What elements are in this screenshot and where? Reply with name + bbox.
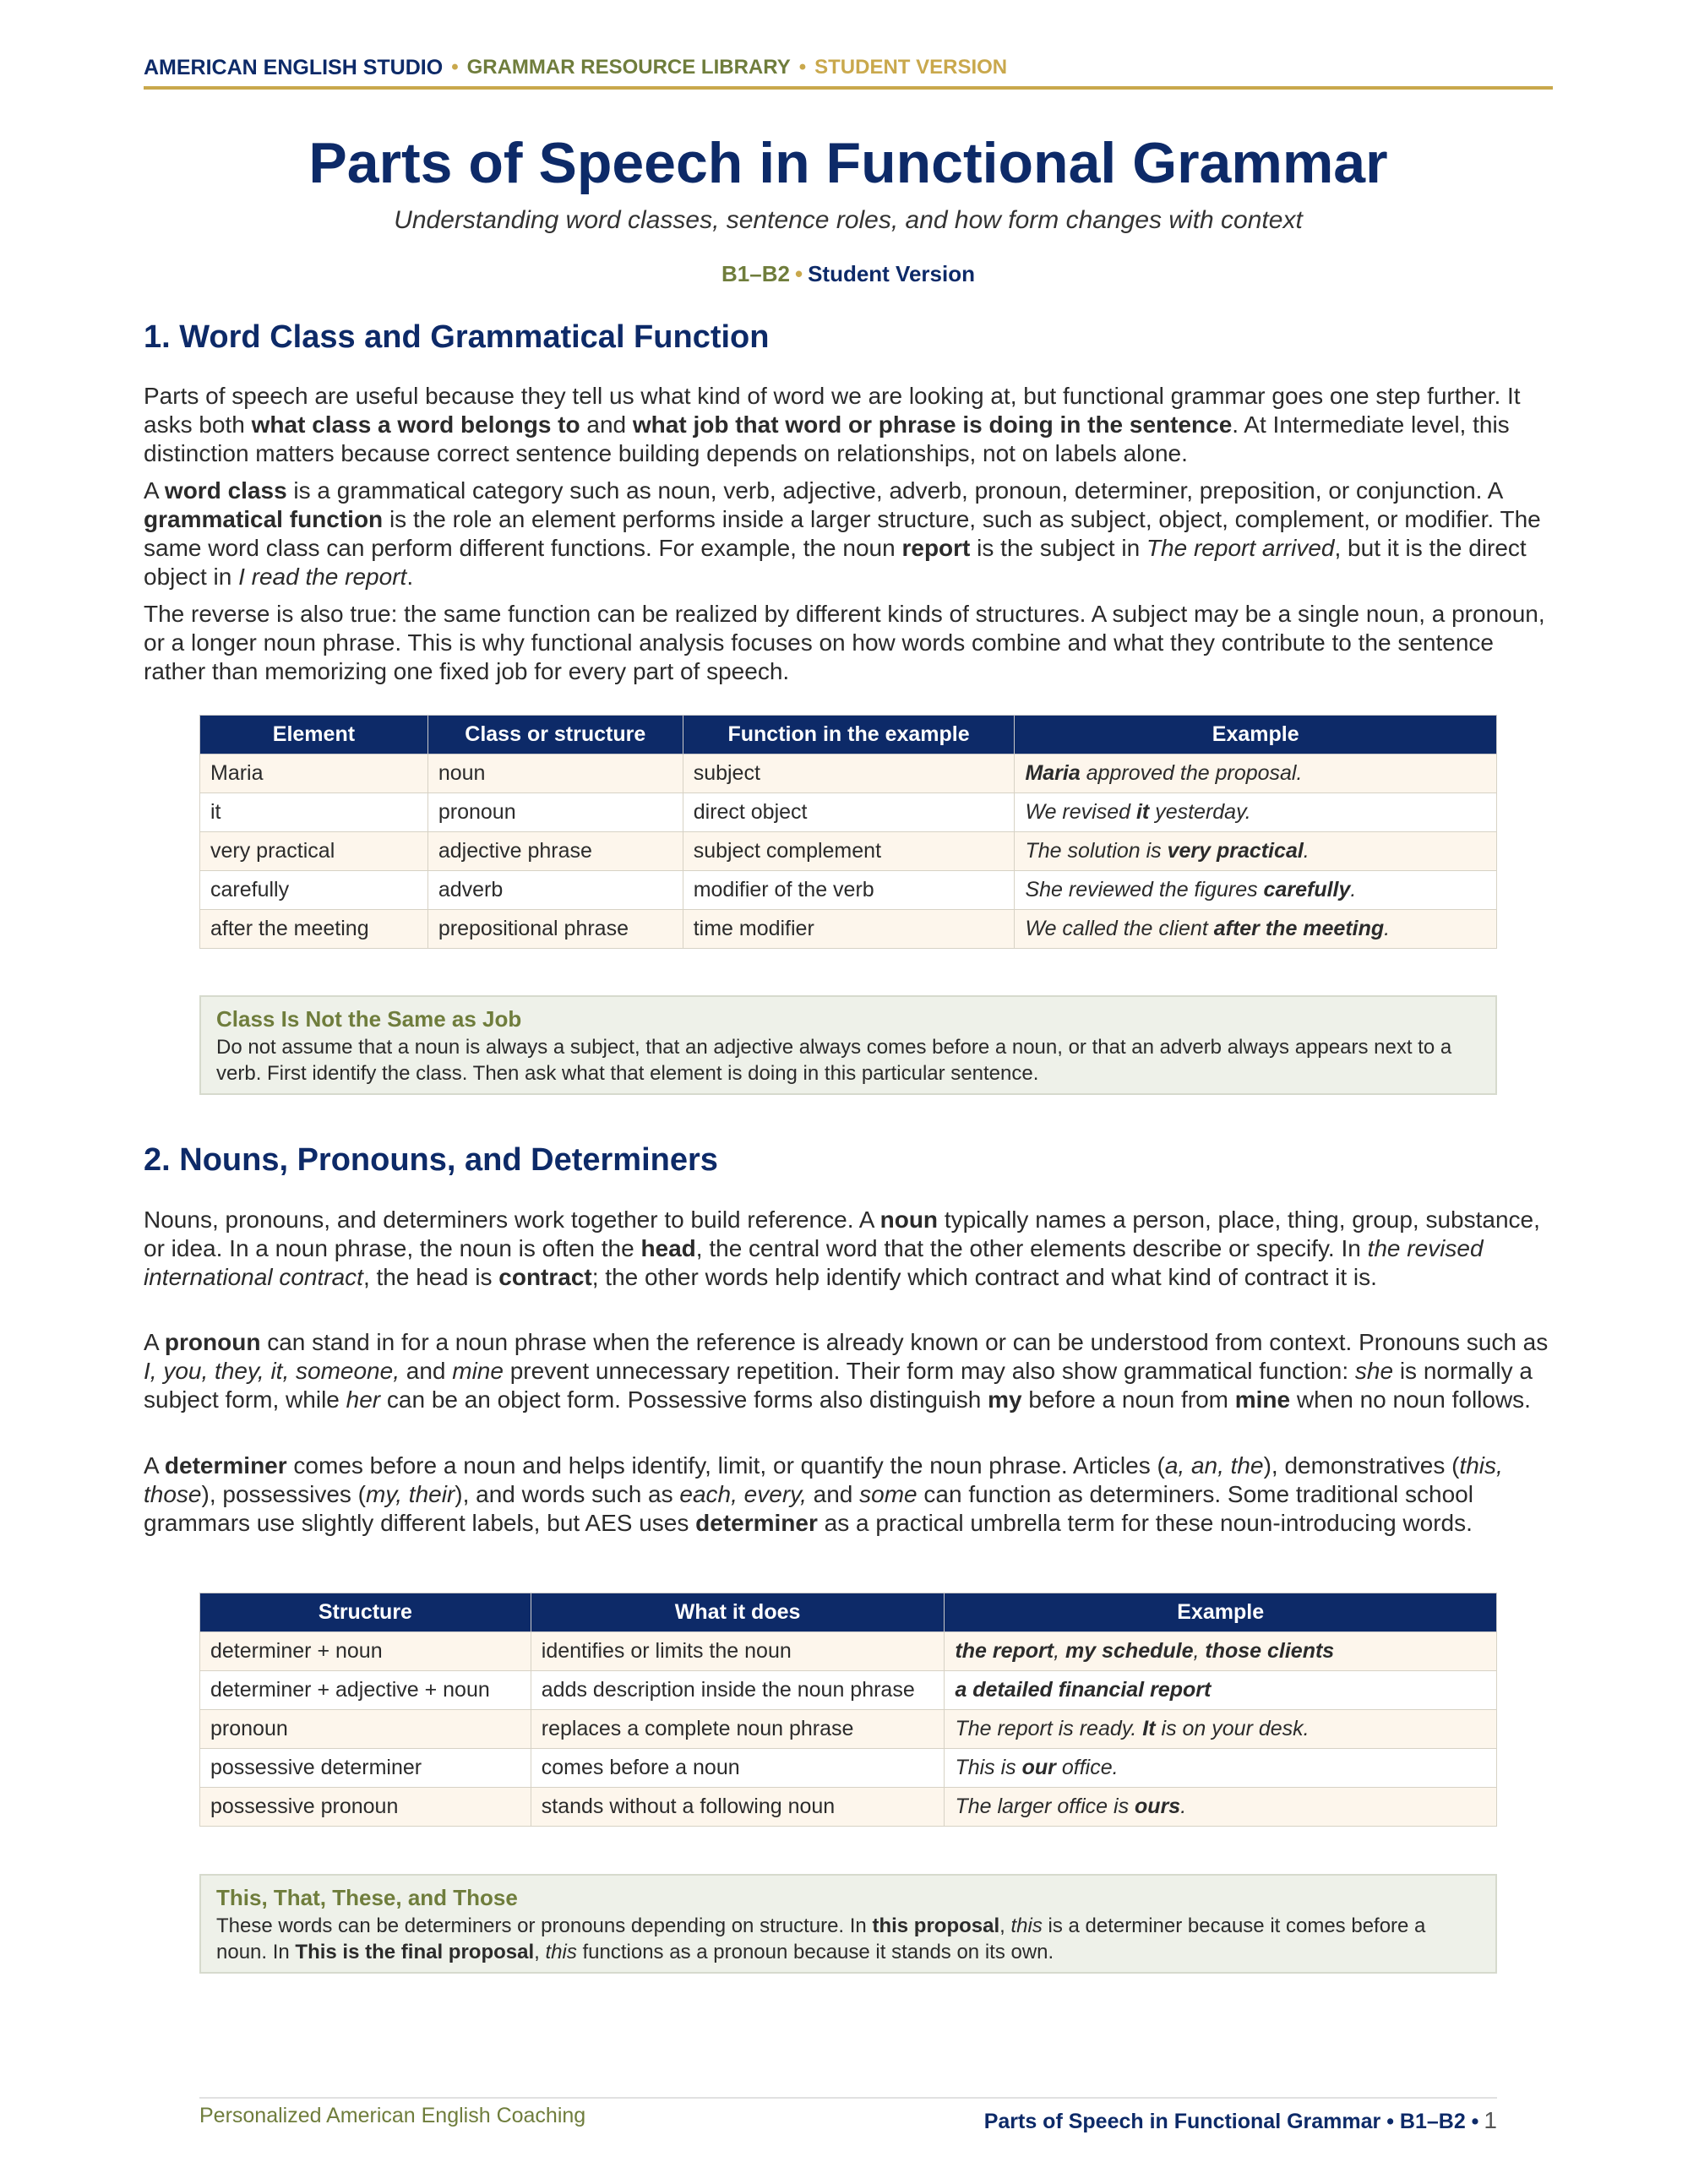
footer-divider — [199, 2097, 1497, 2099]
level-separator: • — [794, 261, 803, 286]
table-row — [200, 1788, 1497, 1827]
header-library: GRAMMAR RESOURCE LIBRARY — [466, 56, 791, 79]
column-header: What it does — [531, 1593, 945, 1632]
column-header: Function in the example — [683, 716, 1015, 754]
table-row — [200, 1632, 1497, 1671]
table-cell: noun — [427, 754, 683, 793]
table-cell: adverb — [427, 871, 683, 910]
table-cell: Maria — [200, 754, 428, 793]
paragraph: A word class is a grammatical category such as noun, verb, adjective, adverb, pronoun, determiner, preposition, or conjunction. A grammatical function is the role an element performs inside a larger structure, such as subject, object, complement, or modifier. The same word class can perform different functions. For example, the noun report is the subject in The report arrived, but it is the direct object in I read the report. — [144, 477, 1541, 590]
table-cell-example: a detailed financial report — [945, 1671, 1497, 1710]
table-cell: determiner + noun — [200, 1632, 531, 1671]
level-version: Student Version — [808, 261, 975, 286]
table-cell: identifies or limits the noun — [531, 1632, 945, 1671]
footer-left: Personalized American English Coaching — [199, 2104, 586, 2127]
header-separator: • — [451, 56, 459, 79]
table-row — [200, 1749, 1497, 1788]
table-cell: very practical — [200, 832, 428, 871]
paragraph: Parts of speech are useful because they tell us what kind of word we are looking at, but functional grammar goes one step further. It asks both what class a word belongs to and what job that word or phrase is doing in the sentence. At Intermediate level, this distinction matters because correct sentence building depends on relationships, not on labels alone. — [144, 383, 1521, 466]
document-subtitle: Understanding word classes, sentence roles, and how form changes with context — [394, 206, 1303, 234]
table-row — [200, 1710, 1497, 1749]
table-cell: adjective phrase — [427, 832, 683, 871]
note-callout — [199, 995, 1497, 1095]
table-row — [200, 910, 1497, 949]
table-cell-example: The larger office is ours. — [945, 1788, 1497, 1827]
table-row — [200, 754, 1497, 793]
callout-title: This, That, These, and Those — [216, 1885, 518, 1910]
table-cell: comes before a noun — [531, 1749, 945, 1788]
document-title: Parts of Speech in Functional Grammar — [308, 131, 1388, 195]
page-number: 1 — [1484, 2107, 1497, 2133]
running-header — [144, 56, 1553, 90]
table-cell: subject — [683, 754, 1015, 793]
word-class-table — [199, 715, 1497, 949]
section-heading: 2. Nouns, Pronouns, and Determiners — [144, 1142, 718, 1178]
table-cell: adds description inside the noun phrase — [531, 1671, 945, 1710]
table-cell: time modifier — [683, 910, 1015, 949]
table-cell: after the meeting — [200, 910, 428, 949]
noun-phrase-table — [199, 1593, 1497, 1827]
column-header: Element — [200, 716, 428, 754]
paragraph: A pronoun can stand in for a noun phrase when the reference is already known or can be understood from context. Pronouns such as I, you, they, it, someone, and mine prevent unnecessary repetition. Their form may also show grammatical function: she is normally a subject form, while her can be an object form. Possessive forms also distinguish my before a noun from mine when no noun follows. — [144, 1329, 1549, 1413]
paragraph: Nouns, pronouns, and determiners work together to build reference. A noun typically names a person, place, thing, group, substance, or idea. In a noun phrase, the noun is often the head, the central word that the other elements describe or specify. In the revised international contract, the head is contract; the other words help identify which contract and what kind of contract it is. — [144, 1206, 1540, 1290]
table-cell-example: The report is ready. It is on your desk. — [945, 1710, 1497, 1749]
table-cell: prepositional phrase — [427, 910, 683, 949]
table-cell-example: Maria approved the proposal. — [1015, 754, 1497, 793]
callout-text: Do not assume that a noun is always a subject, that an adjective always comes before a noun, or that an adverb always appears next to a verb. First identify the class. Then ask what that element is doing in this particular sentence. — [216, 1036, 1452, 1085]
table-cell: possessive determiner — [200, 1749, 531, 1788]
note-callout — [199, 1874, 1497, 1974]
table-cell-example: The solution is very practical. — [1015, 832, 1497, 871]
table-cell: pronoun — [200, 1710, 531, 1749]
table-cell: modifier of the verb — [683, 871, 1015, 910]
level-range: B1–B2 — [721, 261, 790, 286]
table-cell-example: the report, my schedule, those clients — [945, 1632, 1497, 1671]
table-cell: carefully — [200, 871, 428, 910]
table-cell: replaces a complete noun phrase — [531, 1710, 945, 1749]
column-header: Example — [1015, 716, 1497, 754]
table-row — [200, 832, 1497, 871]
table-cell: stands without a following noun — [531, 1788, 945, 1827]
table-cell: pronoun — [427, 793, 683, 832]
table-row — [200, 871, 1497, 910]
document-page — [144, 0, 1553, 2184]
header-separator: • — [798, 56, 807, 79]
table-cell: determiner + adjective + noun — [200, 1671, 531, 1710]
table-cell-example: She reviewed the figures carefully. — [1015, 871, 1497, 910]
table-cell: it — [200, 793, 428, 832]
header-brand: AMERICAN ENGLISH STUDIO — [144, 56, 444, 79]
footer-title: Parts of Speech in Functional Grammar • B1–B2 • — [983, 2110, 1479, 2133]
table-cell: direct object — [683, 793, 1015, 832]
table-cell-example: We called the client after the meeting. — [1015, 910, 1497, 949]
column-header: Class or structure — [427, 716, 683, 754]
table-cell-example: This is our office. — [945, 1749, 1497, 1788]
header-version: STUDENT VERSION — [814, 56, 1008, 79]
paragraph: A determiner comes before a noun and helps identify, limit, or quantify the noun phrase. Articles (a, an, the), demonstratives (this, those), possessives (my, their), and words such as each, every, and some can function as determiners. Some traditional school grammars use slightly different labels, but AES uses determiner as a practical umbrella term for these noun-introducing words. — [144, 1452, 1503, 1536]
table-header-row — [200, 716, 1497, 754]
section-heading: 1. Word Class and Grammatical Function — [144, 319, 770, 355]
callout-text: These words can be determiners or pronouns depending on structure. In this proposal, this is a determiner because it comes before a noun. In This is the final proposal, this functions as a pronoun because it stands on its own. — [216, 1914, 1426, 1963]
table-cell: possessive pronoun — [200, 1788, 531, 1827]
column-header: Example — [945, 1593, 1497, 1632]
column-header: Structure — [200, 1593, 531, 1632]
paragraph: The reverse is also true: the same function can be realized by different kinds of structures. A subject may be a single noun, a pronoun, or a longer noun phrase. This is why functional analysis focuses on how words combine and what they contribute to the sentence rather than memorizing one fixed job for every part of speech. — [144, 601, 1545, 684]
level-line — [144, 259, 1553, 288]
table-cell-example: We revised it yesterday. — [1015, 793, 1497, 832]
table-row — [200, 793, 1497, 832]
footer-right — [984, 2107, 1497, 2134]
table-header-row — [200, 1593, 1497, 1632]
table-row — [200, 1671, 1497, 1710]
callout-title: Class Is Not the Same as Job — [216, 1006, 522, 1032]
table-cell: subject complement — [683, 832, 1015, 871]
